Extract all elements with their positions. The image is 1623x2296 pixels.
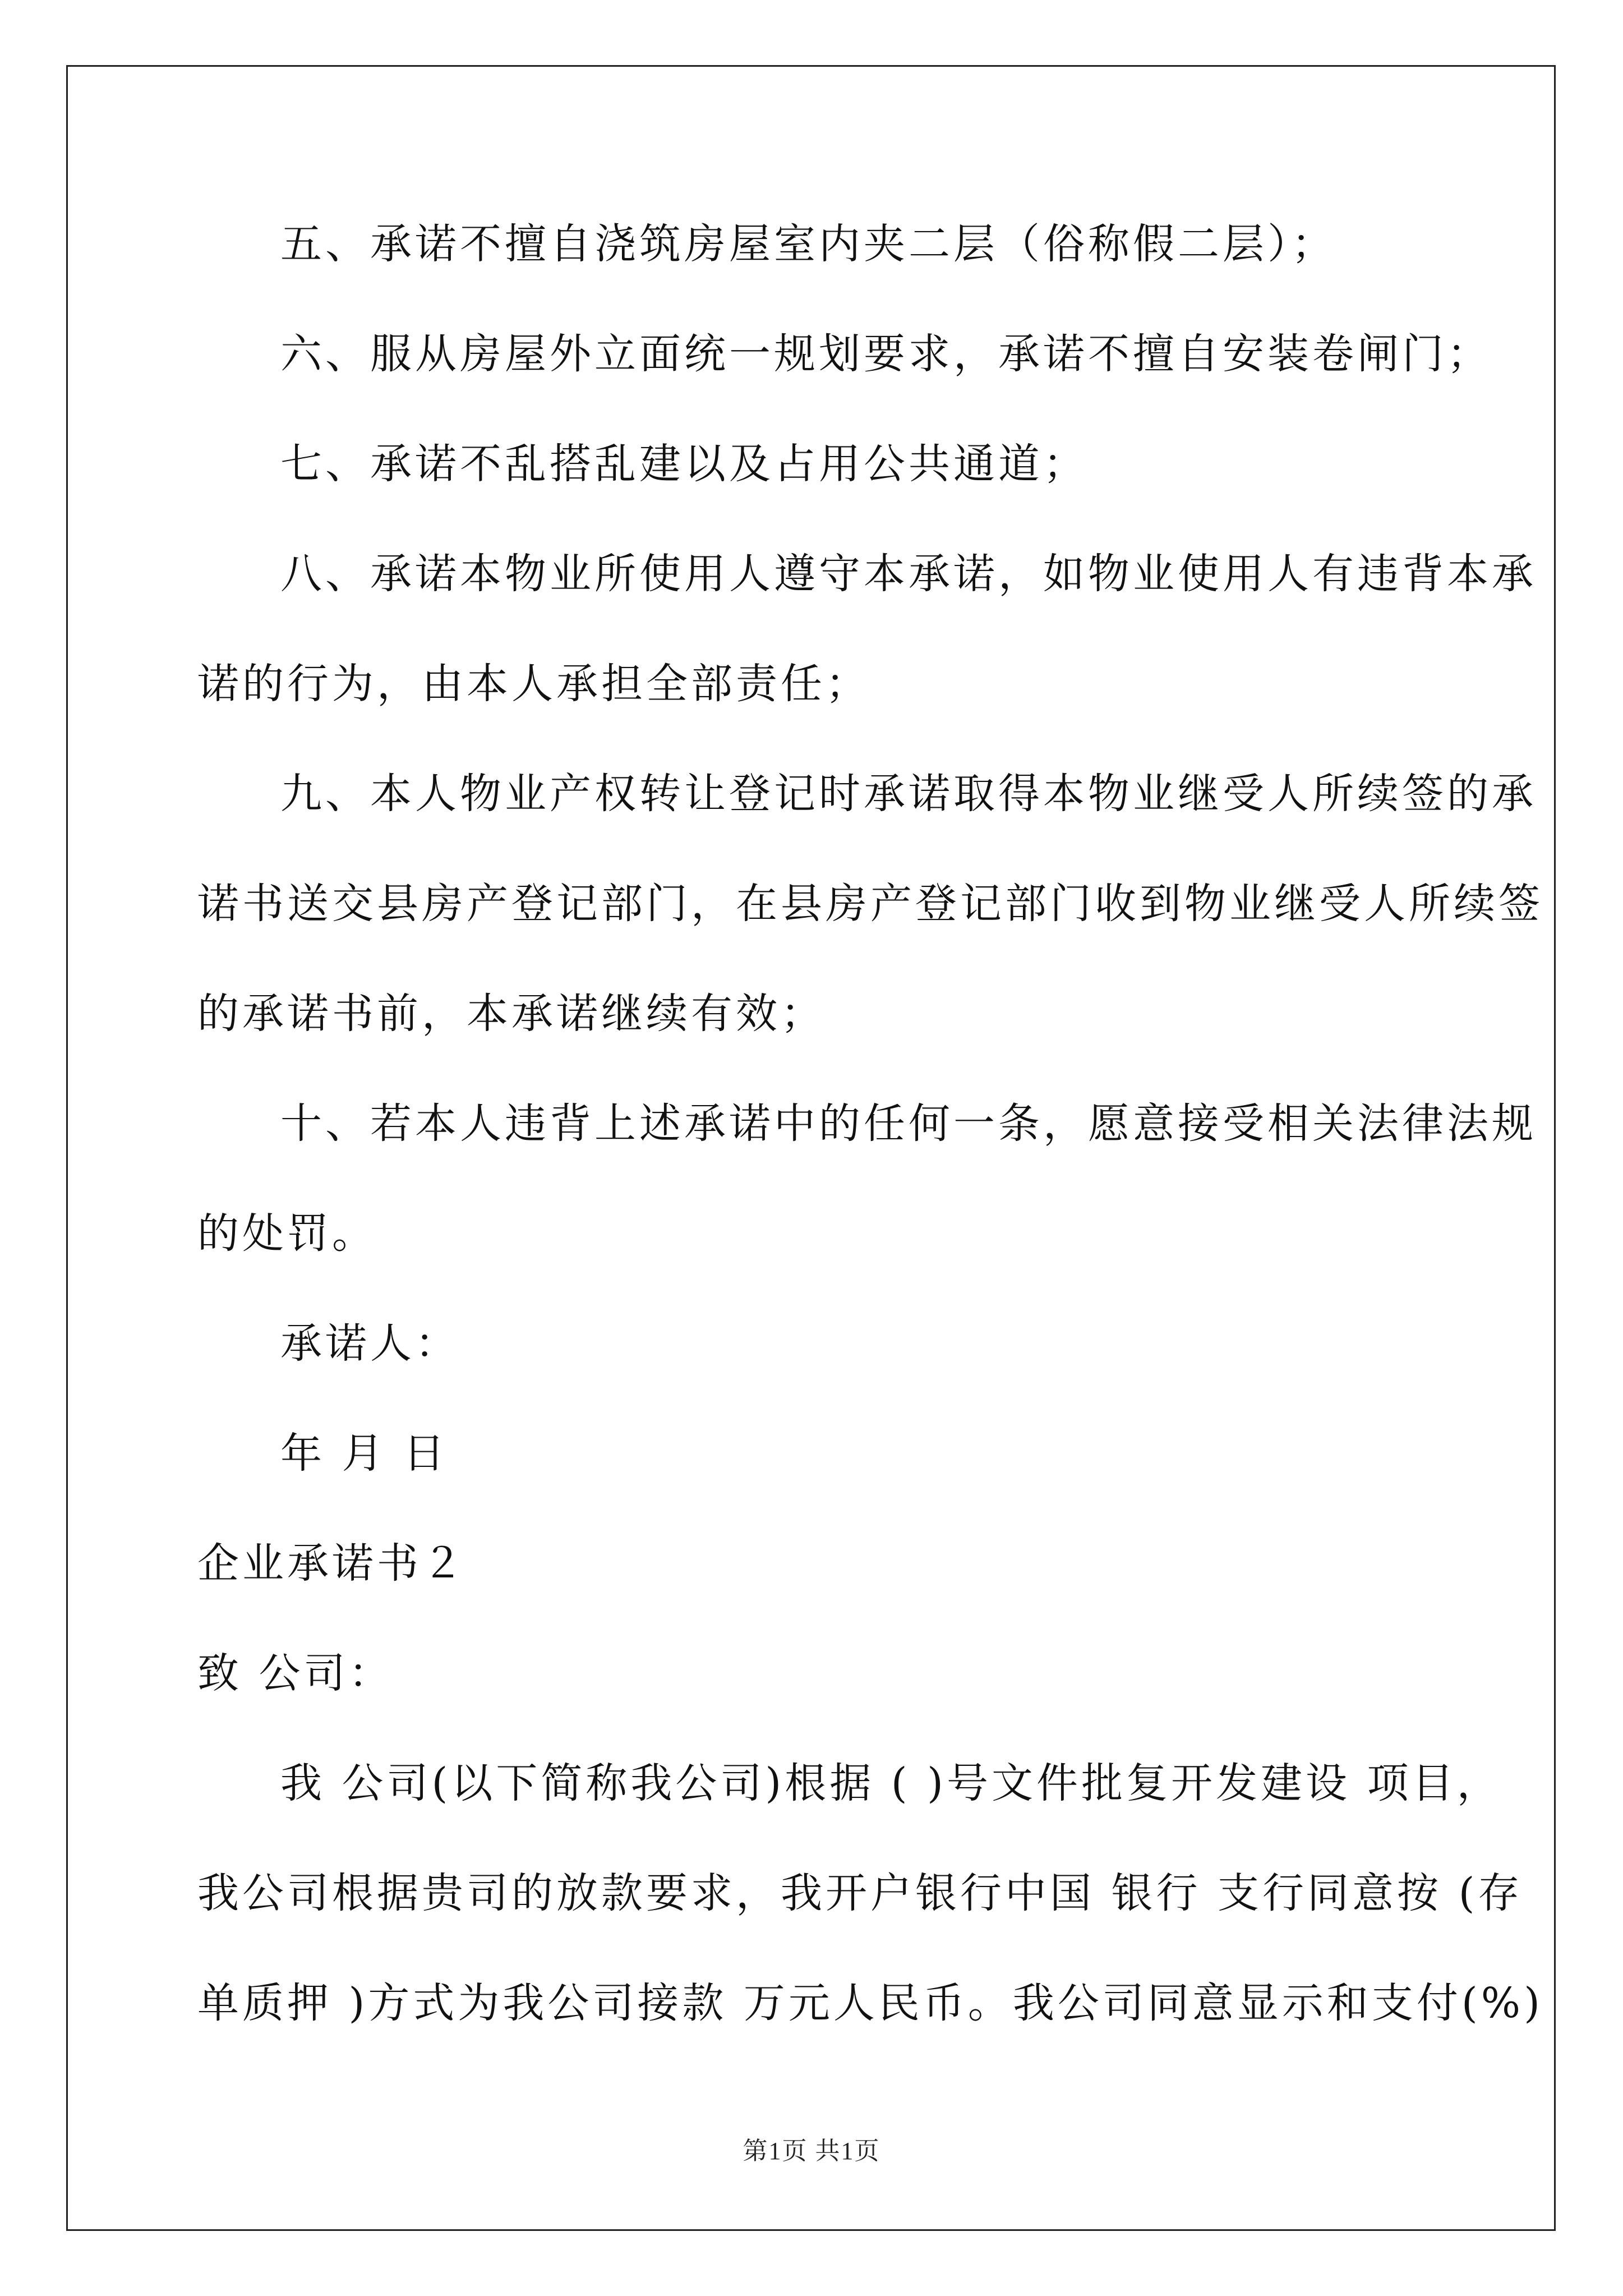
date-line: 年 月 日 — [280, 1429, 449, 1478]
clause-9-line-1: 九、本人物业产权转让登记时承诺取得本物业继受人所续签的承 — [280, 770, 1537, 818]
clause-10-line-2: 的处罚。 — [197, 1209, 377, 1258]
clause-10-line-1: 十、若本人违背上述承诺中的任何一条，愿意接受相关法律法规 — [280, 1099, 1537, 1148]
clause-9-line-2: 诺书送交县房产登记部门，在县房产登记部门收到物业继受人所续签 — [197, 880, 1543, 928]
clause-5: 五、承诺不擅自浇筑房屋室内夹二层（俗称假二层）； — [280, 220, 1336, 268]
body-line-2: 我公司根据贵司的放款要求，我开户银行中国 银行 支行同意按 (存 — [197, 1869, 1523, 1917]
page-number-footer: 第1页 共1页 — [743, 2137, 880, 2165]
clause-7: 七、承诺不乱搭乱建以及占用公共通道； — [280, 440, 1088, 488]
clause-9-line-3: 的承诺书前，本承诺继续有效； — [197, 990, 826, 1038]
signatory-label: 承诺人： — [280, 1319, 460, 1368]
section-title: 企业承诺书２ — [197, 1539, 467, 1588]
clause-8-line-2: 诺的行为，由本人承担全部责任； — [197, 660, 870, 708]
body-line-1: 我 公司(以下简称我公司)根据 ( )号文件批复开发建设 项目， — [280, 1759, 1502, 1807]
body-line-3: 单质押 )方式为我公司接款 万元人民币。我公司同意显示和支付(%) — [197, 1979, 1543, 2027]
salutation: 致 公司： — [197, 1649, 394, 1697]
clause-8-line-1: 八、承诺本物业所使用人遵守本承诺，如物业使用人有违背本承 — [280, 550, 1537, 598]
clause-6: 六、服从房屋外立面统一规划要求，承诺不擅自安装卷闸门； — [280, 330, 1492, 378]
